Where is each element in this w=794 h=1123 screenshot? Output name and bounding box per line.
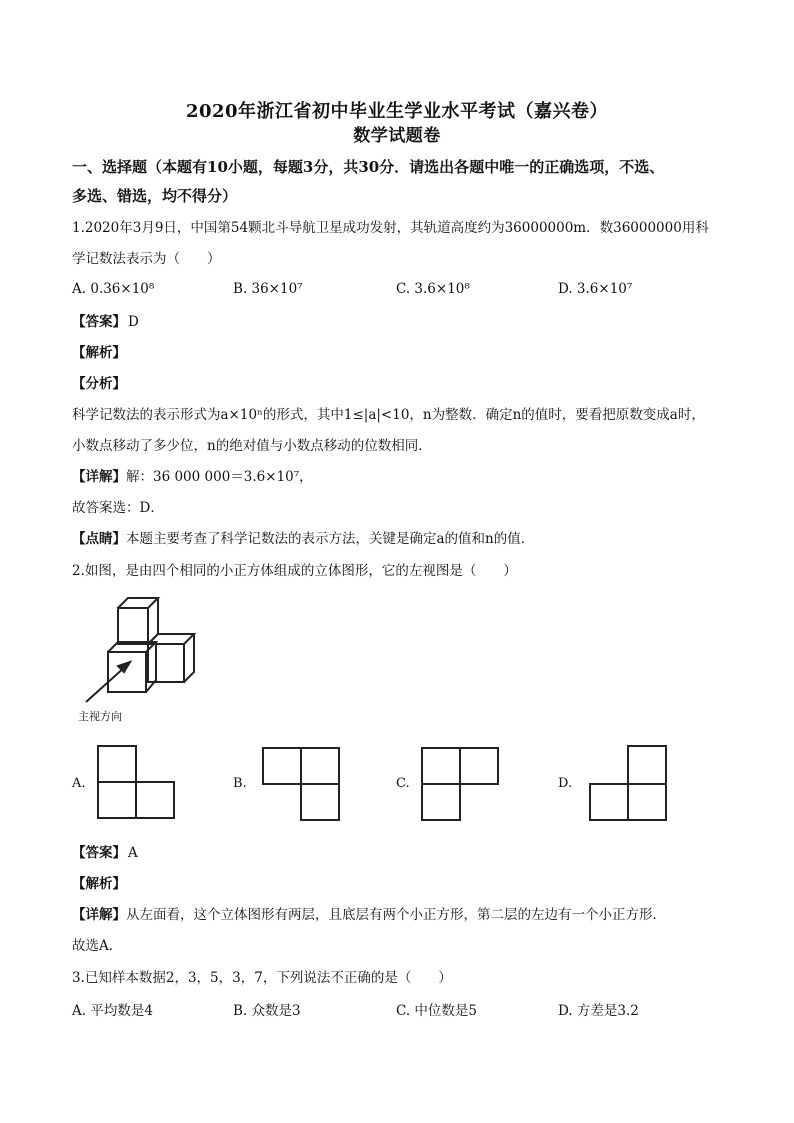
q2-conclusion: 故选A． — [72, 938, 123, 954]
q2-option-b-label: B. — [233, 776, 247, 791]
q1-stem-line1: 1.2020年3月9日，中国第54颗北斗导航卫星成功发射，其轨道高度约为36000000m．数36000000用科 — [72, 220, 709, 236]
q1-stem-line2: 学记数法表示为（ ） — [72, 251, 221, 267]
q2-option-c-figure — [420, 746, 504, 824]
q1-detail: 解：36 000 000＝3.6×10⁷， — [126, 469, 313, 485]
q3-option-d: D. 方差是3.2 — [558, 1003, 639, 1019]
point-tag: 【点睛】 — [72, 531, 126, 547]
q1-option-a: A. 0.36×10⁸ — [72, 281, 155, 297]
q3-option-b: B. 众数是3 — [233, 1003, 301, 1019]
q2-option-d-figure — [588, 744, 672, 824]
q2-detail: 从左面看，这个立体图形有两层，且底层有两个小正方形，第二层的左边有一个小正方形． — [126, 907, 666, 923]
section-heading-line1: 一、选择题（本题有10小题，每题3分，共30分．请选出各题中唯一的正确选项，不选、 — [72, 158, 665, 176]
cube-drawing — [76, 592, 210, 726]
detail-tag: 【详解】 — [72, 907, 126, 923]
q2-option-a-figure — [96, 744, 178, 820]
q1-answer-row — [72, 312, 732, 332]
detail-tag: 【详解】 — [72, 469, 126, 485]
q1-fenxi-line2: 小数点移动了多少位，n的绝对值与小数点移动的位数相同． — [72, 438, 432, 454]
q2-option-b-figure — [261, 746, 345, 822]
q1-analysis-tag: 【解析】 — [72, 345, 126, 361]
q1-conclusion: 故答案选：D． — [72, 500, 164, 516]
answer-tag: 【答案】 — [72, 845, 126, 861]
exam-title: 2020年浙江省初中毕业生学业水平考试（嘉兴卷） — [185, 101, 609, 122]
q1-fenxi-line1: 科学记数法的表示形式为a×10ⁿ的形式，其中1≤|a|<10，n为整数．确定n的值时，要看把原数变成a时， — [72, 407, 705, 423]
q2-analysis-tag: 【解析】 — [72, 876, 126, 892]
exam-subtitle: 数学试题卷 — [353, 126, 441, 146]
answer-tag: 【答案】 — [72, 314, 126, 330]
q1-point: 本题主要考查了科学记数法的表示方法，关键是确定a的值和n的值． — [126, 531, 535, 547]
q3-option-a: A. 平均数是4 — [72, 1003, 153, 1019]
q1-fenxi-tag: 【分析】 — [72, 376, 126, 392]
q1-option-b: B. 36×10⁷ — [233, 281, 303, 297]
q3-stem: 3.已知样本数据2，3，5，3，7，下列说法不正确的是（ ） — [72, 970, 452, 986]
q1-option-d: D. 3.6×10⁷ — [558, 281, 633, 297]
q2-option-c-label: C. — [396, 776, 410, 791]
q2-stem: 2.如图，是由四个相同的小正方体组成的立体图形，它的左视图是（ ） — [72, 563, 517, 579]
q1-point-row — [72, 529, 732, 549]
q2-answer: A — [128, 845, 138, 861]
q2-answer-row — [72, 843, 732, 863]
q1-answer: D — [128, 314, 139, 330]
view-direction-caption: 主视方向 — [78, 710, 122, 723]
q3-option-c: C. 中位数是5 — [396, 1003, 478, 1019]
section-heading-line2: 多选、错选，均不得分） — [72, 187, 238, 205]
q2-option-d-label: D. — [558, 776, 573, 791]
q1-detail-row — [72, 467, 732, 487]
q2-detail-row — [72, 905, 732, 925]
q2-option-a-label: A. — [72, 776, 86, 791]
q1-option-c: C. 3.6×10⁸ — [396, 281, 470, 297]
q2-solid-figure — [76, 592, 210, 726]
